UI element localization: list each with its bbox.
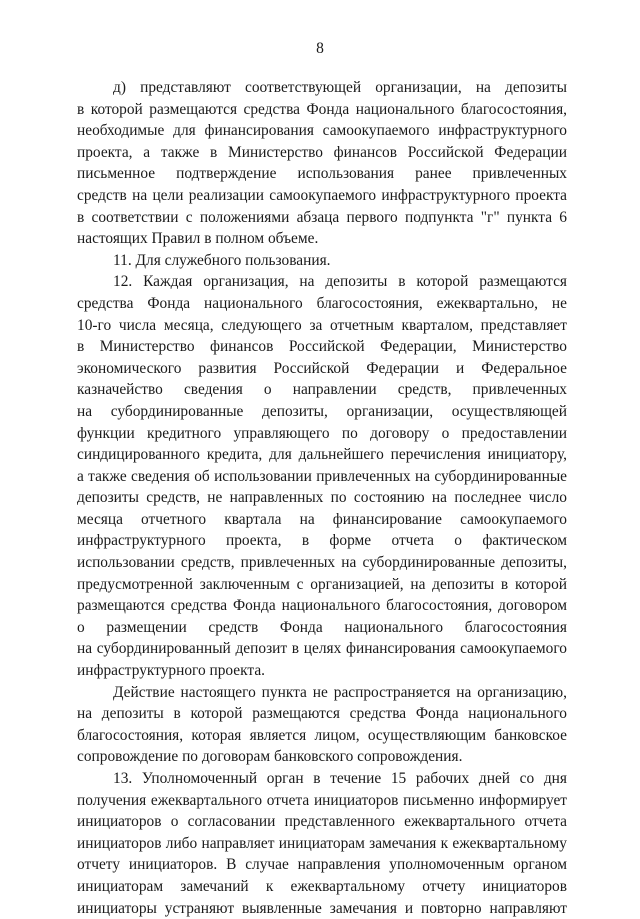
text-line: необходимые для финансирования самоокупаемого инфраструктурного	[77, 122, 567, 140]
text-line: месяца отчетного квартала на финансирование самоокупаемого	[77, 510, 567, 528]
text-line: д) представляют соответствующей организации, на депозиты	[113, 79, 567, 96]
text-line: на субординированные депозиты, организации, осуществляющей	[77, 402, 567, 420]
text-line: инфраструктурного проекта.	[77, 662, 266, 680]
text-line: инфраструктурного проекта, в форме отчета о фактическом	[77, 532, 567, 550]
text-line: казначейство сведения о направлении средств, привлеченных	[77, 381, 567, 399]
text-line: синдицированного кредита, для дальнейшего перечисления инициатору,	[77, 446, 567, 464]
text-line: в соответствии с положениями абзаца первого подпункта "г" пункта 6	[77, 208, 567, 226]
text-line: средства Фонда национального благосостояния, ежеквартально, не	[77, 294, 567, 312]
paragraph-item-12-note	[77, 682, 567, 768]
text-line: Действие настоящего пункта не распространяется на организацию,	[113, 683, 567, 701]
text-line: на депозиты в которой размещаются средства Фонда национального	[77, 705, 567, 723]
text-line: средств на цели реализации самоокупаемого инфраструктурного проекта	[77, 186, 567, 204]
text-line: инициаторы устраняют выявленные замечания и повторно направляют	[77, 899, 567, 917]
text-line: получения ежеквартального отчета инициаторов письменно информирует	[77, 791, 567, 809]
text-line: предусмотренной заключенным с организацией, на депозиты в которой	[77, 575, 567, 593]
text-line: инициаторам замечаний к ежеквартальному отчету инициаторов	[77, 877, 567, 895]
paragraph-item-11	[77, 250, 567, 272]
page-number: 8	[316, 40, 324, 57]
text-line: а также сведения об использовании привлеченных на субординированные	[77, 467, 567, 485]
text-line: письменное подтверждение использования ранее привлеченных	[77, 165, 567, 183]
text-line: экономического развития Российской Федерации и Федеральное	[77, 359, 567, 377]
text-line: депозиты средств, не направленных по состоянию на последнее число	[77, 489, 567, 507]
paragraph-item-d	[77, 77, 567, 250]
text-line: в Министерство финансов Российской Федерации, Министерство	[77, 338, 567, 356]
text-line: размещаются средства Фонда национального благосостояния, договором	[77, 597, 567, 615]
text-line: 10-го числа месяца, следующего за отчетным кварталом, представляет	[77, 316, 567, 334]
text-line: отчету инициаторов. В случае направления уполномоченным органом	[77, 856, 567, 874]
text-line: на субординированный депозит в целях финансирования самоокупаемого	[77, 640, 567, 658]
text-line: о размещении средств Фонда национального благосостояния	[77, 618, 567, 636]
text-line: использовании средств, привлеченных на субординированные депозиты,	[77, 554, 567, 572]
text-line: проекта, а также в Министерство финансов Российской Федерации	[77, 143, 567, 161]
text-line: 13. Уполномоченный орган в течение 15 рабочих дней со дня	[113, 770, 567, 787]
text-line: настоящих Правил в полном объеме.	[77, 230, 319, 248]
paragraph-item-12	[77, 271, 567, 681]
paragraph-item-13	[77, 768, 567, 919]
text-line: сопровождение по договорам банковского сопровождения.	[77, 748, 463, 766]
text-line: инициаторов о согласовании представленного ежеквартального отчета	[77, 813, 567, 831]
text-line: благосостояния, которая является лицом, осуществляющим банковское	[77, 726, 567, 744]
text-line: 11. Для служебного пользования.	[113, 251, 331, 269]
text-line: инициаторов либо направляет инициаторам замечания к ежеквартальному	[77, 834, 567, 852]
text-line: в которой размещаются средства Фонда национального благосостояния,	[77, 100, 567, 118]
text-line: 12. Каждая организация, на депозиты в которой размещаются	[113, 273, 567, 291]
document-body	[77, 77, 567, 919]
text-line: функции кредитного управляющего по договору о предоставлении	[77, 424, 567, 442]
